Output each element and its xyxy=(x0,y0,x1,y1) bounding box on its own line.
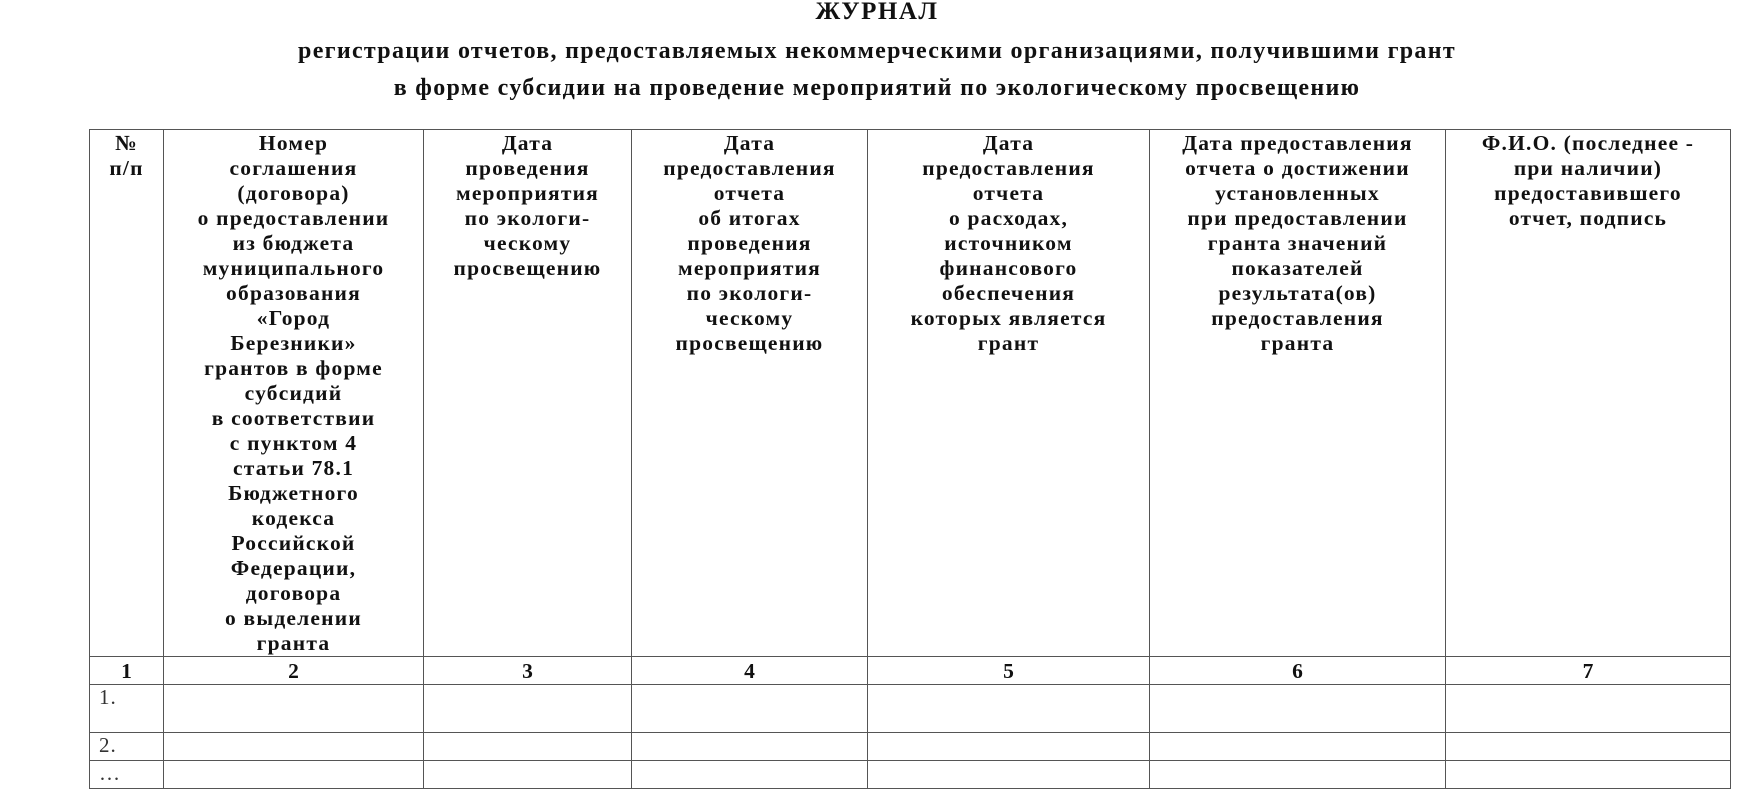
header-row xyxy=(90,130,1731,657)
table-cell[interactable] xyxy=(164,685,424,733)
column-number-cell: 2 xyxy=(164,657,424,685)
column-number-cell: 7 xyxy=(1446,657,1731,685)
table-cell[interactable] xyxy=(1446,733,1731,761)
row-index-cell: 1. xyxy=(90,685,164,733)
column-numbers-row xyxy=(90,657,1731,685)
header-col-number: № п/п xyxy=(90,130,164,657)
table-cell[interactable] xyxy=(868,733,1150,761)
column-number-cell: 4 xyxy=(632,657,868,685)
table-cell[interactable] xyxy=(1150,733,1446,761)
table-cell[interactable] xyxy=(164,733,424,761)
row-index-cell: 2. xyxy=(90,733,164,761)
table-cell[interactable] xyxy=(424,733,632,761)
table-row xyxy=(90,733,1731,761)
column-number-cell: 5 xyxy=(868,657,1150,685)
column-number-cell: 3 xyxy=(424,657,632,685)
table-cell[interactable] xyxy=(632,685,868,733)
header-col-submitter-name-signature: Ф.И.О. (последнее - при наличии) предоставившего отчет, подпись xyxy=(1446,130,1731,657)
column-number-cell: 6 xyxy=(1150,657,1446,685)
table-cell[interactable] xyxy=(424,685,632,733)
table-cell[interactable] xyxy=(868,761,1150,789)
table-cell[interactable] xyxy=(868,685,1150,733)
header-col-agreement-number: Номер соглашения (договора) о предоставлении из бюджета муниципального образования «Город Березники» грантов в форме субсидий в соответствии с пунктом 4 статьи 78.1 Бюджетного кодекса Российской Федерации, договора о выделении гранта xyxy=(164,130,424,657)
document-title: ЖУРНАЛ xyxy=(815,0,939,25)
header-col-expenses-report-date: Дата предоставления отчета о расходах, источником финансового обеспечения которых является грант xyxy=(868,130,1150,657)
document-subtitle-line-2: в форме субсидии на проведение мероприятий по экологическому просвещению xyxy=(393,75,1361,101)
table-cell[interactable] xyxy=(1150,761,1446,789)
document-subtitle-line-1: регистрации отчетов, предоставляемых некоммерческими организациями, получившими грант xyxy=(298,38,1456,64)
header-col-event-date: Дата проведения мероприятия по экологи- ческому просвещению xyxy=(424,130,632,657)
table-cell[interactable] xyxy=(632,761,868,789)
header-col-results-report-date: Дата предоставления отчета об итогах проведения мероприятия по экологи- ческому просвещению xyxy=(632,130,868,657)
table-row xyxy=(90,685,1731,733)
table-cell[interactable] xyxy=(164,761,424,789)
header-col-indicators-report-date: Дата предоставления отчета о достижении установленных при предоставлении гранта значений показателей результата(ов) предоставления гранта xyxy=(1150,130,1446,657)
report-registration-table xyxy=(89,129,1731,789)
column-number-cell: 1 xyxy=(90,657,164,685)
table-cell[interactable] xyxy=(1446,761,1731,789)
table-cell[interactable] xyxy=(1446,685,1731,733)
row-index-cell: … xyxy=(90,761,164,789)
table-row xyxy=(90,761,1731,789)
table-cell[interactable] xyxy=(1150,685,1446,733)
table-cell[interactable] xyxy=(424,761,632,789)
table-cell[interactable] xyxy=(632,733,868,761)
